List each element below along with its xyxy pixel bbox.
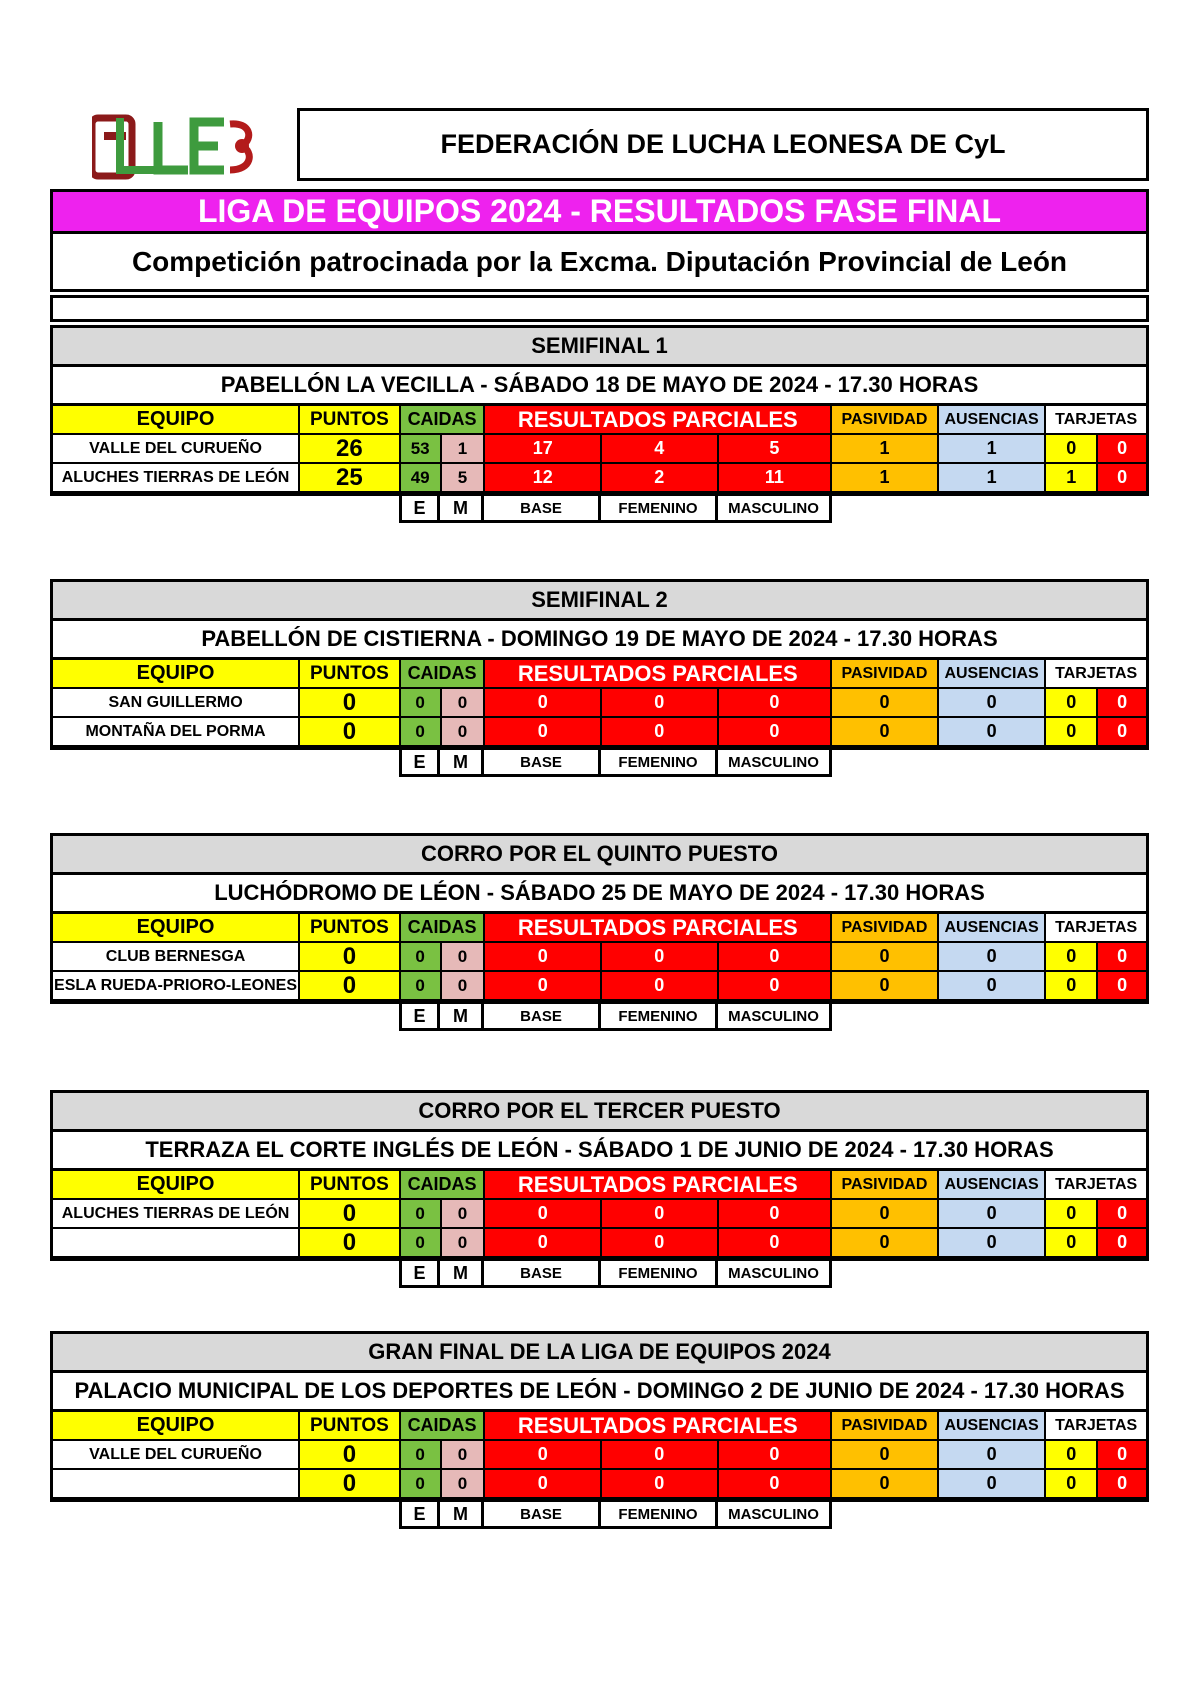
base-result: 17 [485,435,602,464]
caidas-m-value: 5 [442,464,486,493]
base-result: 0 [485,1200,602,1229]
match-section [50,325,1149,523]
section-title: SEMIFINAL 1 [50,325,1149,367]
yellow-card-value: 0 [1046,689,1098,718]
yellow-card-value: 0 [1046,1229,1098,1258]
red-card-value: 0 [1098,943,1148,972]
base-result: 0 [485,689,602,718]
federation-name: FEDERACIÓN DE LUCHA LEONESA DE CyL [297,108,1149,181]
pasividad-value: 0 [832,972,939,1001]
team-name: ALUCHES TIERRAS DE LEÓN [53,464,300,493]
ausencias-value: 1 [939,435,1047,464]
column-footer [399,1502,1149,1529]
caidas-m-value: 0 [442,972,486,1001]
yellow-card-value: 0 [1046,972,1098,1001]
spacer-row [50,295,1149,322]
header-pasividad: PASIVIDAD [832,914,939,943]
league-banner: LIGA DE EQUIPOS 2024 - RESULTADOS FASE FINAL [50,189,1149,234]
team-row [50,972,1149,1001]
team-name: ESLA RUEDA-PRIORO-LEONES [53,972,300,1001]
team-name: VALLE DEL CURUEÑO [53,435,300,464]
header-pasividad: PASIVIDAD [832,660,939,689]
yellow-card-value: 0 [1046,1470,1098,1499]
header-equipo: EQUIPO [53,1171,300,1200]
points-value: 0 [300,1229,401,1258]
footer-e: E [399,750,440,777]
red-card-value: 0 [1098,972,1148,1001]
footer-e: E [399,1004,440,1031]
header-row [50,406,1149,435]
header-tarjetas: TARJETAS [1046,660,1148,689]
header-pasividad: PASIVIDAD [832,1171,939,1200]
footer-base: BASE [484,1261,601,1288]
team-name: MONTAÑA DEL PORMA [53,718,300,747]
column-footer [399,750,1149,777]
footer-m: M [440,496,484,523]
footer-masculino: MASCULINO [718,1261,832,1288]
masculino-result: 0 [719,943,833,972]
column-footer [399,496,1149,523]
header-caidas: CAIDAS [401,914,486,943]
femenino-result: 0 [602,689,719,718]
header-resultados: RESULTADOS PARCIALES [485,1412,832,1441]
footer-m: M [440,750,484,777]
footer-masculino: MASCULINO [718,750,832,777]
footer-femenino: FEMENINO [601,1261,718,1288]
header-caidas: CAIDAS [401,1171,486,1200]
base-result: 0 [485,943,602,972]
match-section [50,1331,1149,1529]
points-value: 0 [300,943,401,972]
footer-e: E [399,1261,440,1288]
column-footer [399,1004,1149,1031]
federation-logo [92,112,262,182]
team-name [53,1229,300,1258]
header-caidas: CAIDAS [401,406,486,435]
red-card-value: 0 [1098,1470,1148,1499]
header-ausencias: AUSENCIAS [939,1412,1047,1441]
yellow-card-value: 0 [1046,943,1098,972]
header-caidas: CAIDAS [401,660,486,689]
header-ausencias: AUSENCIAS [939,660,1047,689]
base-result: 0 [485,1441,602,1470]
header-row [50,1412,1149,1441]
footer-masculino: MASCULINO [718,496,832,523]
footer-femenino: FEMENINO [601,750,718,777]
caidas-m-value: 0 [442,943,486,972]
team-name: CLUB BERNESGA [53,943,300,972]
caidas-e-value: 0 [401,1441,442,1470]
masculino-result: 0 [719,689,833,718]
caidas-e-value: 0 [401,972,442,1001]
ausencias-value: 0 [939,689,1047,718]
red-card-value: 0 [1098,435,1148,464]
header-tarjetas: TARJETAS [1046,1412,1148,1441]
points-value: 26 [300,435,401,464]
yellow-card-value: 0 [1046,718,1098,747]
header-ausencias: AUSENCIAS [939,914,1047,943]
femenino-result: 0 [602,1470,719,1499]
header-resultados: RESULTADOS PARCIALES [485,1171,832,1200]
base-result: 0 [485,1229,602,1258]
pasividad-value: 0 [832,689,939,718]
ausencias-value: 0 [939,972,1047,1001]
team-name: VALLE DEL CURUEÑO [53,1441,300,1470]
yellow-card-value: 0 [1046,1200,1098,1229]
federation-logo-graphic [92,112,262,182]
header-tarjetas: TARJETAS [1046,406,1148,435]
ausencias-value: 0 [939,1470,1047,1499]
header-ausencias: AUSENCIAS [939,406,1047,435]
points-value: 25 [300,464,401,493]
header-pasividad: PASIVIDAD [832,1412,939,1441]
caidas-m-value: 0 [442,718,486,747]
points-value: 0 [300,1441,401,1470]
team-name: SAN GUILLERMO [53,689,300,718]
header-equipo: EQUIPO [53,914,300,943]
section-title: SEMIFINAL 2 [50,579,1149,621]
team-name [53,1470,300,1499]
footer-base: BASE [484,750,601,777]
femenino-result: 0 [602,972,719,1001]
caidas-m-value: 0 [442,1229,486,1258]
section-title: CORRO POR EL QUINTO PUESTO [50,833,1149,875]
match-section [50,1090,1149,1288]
section-title: CORRO POR EL TERCER PUESTO [50,1090,1149,1132]
column-footer [399,1261,1149,1288]
masculino-result: 0 [719,1229,833,1258]
pasividad-value: 1 [832,435,939,464]
pasividad-value: 0 [832,1229,939,1258]
red-card-value: 0 [1098,1441,1148,1470]
section-venue: TERRAZA EL CORTE INGLÉS DE LEÓN - SÁBADO 1 DE JUNIO DE 2024 - 17.30 HORAS [50,1132,1149,1171]
header-row [50,1171,1149,1200]
pasividad-value: 1 [832,464,939,493]
ausencias-value: 0 [939,1229,1047,1258]
header-resultados: RESULTADOS PARCIALES [485,406,832,435]
footer-femenino: FEMENINO [601,1004,718,1031]
base-result: 0 [485,972,602,1001]
points-value: 0 [300,718,401,747]
caidas-m-value: 1 [442,435,486,464]
header-resultados: RESULTADOS PARCIALES [485,660,832,689]
section-venue: PABELLÓN DE CISTIERNA - DOMINGO 19 DE MAYO DE 2024 - 17.30 HORAS [50,621,1149,660]
red-card-value: 0 [1098,718,1148,747]
footer-m: M [440,1261,484,1288]
header-caidas: CAIDAS [401,1412,486,1441]
pasividad-value: 0 [832,1470,939,1499]
footer-femenino: FEMENINO [601,496,718,523]
caidas-e-value: 53 [401,435,442,464]
header-tarjetas: TARJETAS [1046,914,1148,943]
caidas-e-value: 0 [401,1470,442,1499]
header-resultados: RESULTADOS PARCIALES [485,914,832,943]
masculino-result: 0 [719,1441,833,1470]
points-value: 0 [300,1470,401,1499]
footer-m: M [440,1004,484,1031]
team-row [50,464,1149,493]
caidas-e-value: 0 [401,1229,442,1258]
header-row [50,660,1149,689]
team-row [50,943,1149,972]
points-value: 0 [300,1200,401,1229]
team-row [50,1441,1149,1470]
sponsor-text: Competición patrocinada por la Excma. Diputación Provincial de León [50,234,1149,292]
femenino-result: 4 [602,435,719,464]
pasividad-value: 0 [832,1200,939,1229]
match-section [50,833,1149,1031]
footer-base: BASE [484,496,601,523]
footer-m: M [440,1502,484,1529]
header-equipo: EQUIPO [53,660,300,689]
header-row [50,914,1149,943]
footer-base: BASE [484,1502,601,1529]
header-puntos: PUNTOS [300,1171,401,1200]
femenino-result: 0 [602,943,719,972]
team-row [50,435,1149,464]
ausencias-value: 1 [939,464,1047,493]
section-venue: LUCHÓDROMO DE LÉON - SÁBADO 25 DE MAYO DE 2024 - 17.30 HORAS [50,875,1149,914]
team-row [50,689,1149,718]
footer-base: BASE [484,1004,601,1031]
footer-e: E [399,1502,440,1529]
caidas-m-value: 0 [442,1441,486,1470]
yellow-card-value: 0 [1046,1441,1098,1470]
masculino-result: 0 [719,972,833,1001]
pasividad-value: 0 [832,718,939,747]
caidas-e-value: 0 [401,689,442,718]
caidas-e-value: 49 [401,464,442,493]
header-puntos: PUNTOS [300,660,401,689]
caidas-e-value: 0 [401,718,442,747]
team-row [50,1200,1149,1229]
ausencias-value: 0 [939,718,1047,747]
team-name: ALUCHES TIERRAS DE LEÓN [53,1200,300,1229]
header-ausencias: AUSENCIAS [939,1171,1047,1200]
base-result: 12 [485,464,602,493]
femenino-result: 2 [602,464,719,493]
femenino-result: 0 [602,1441,719,1470]
masculino-result: 0 [719,1200,833,1229]
team-row [50,1470,1149,1499]
caidas-m-value: 0 [442,1470,486,1499]
femenino-result: 0 [602,718,719,747]
yellow-card-value: 1 [1046,464,1098,493]
header-tarjetas: TARJETAS [1046,1171,1148,1200]
masculino-result: 0 [719,718,833,747]
caidas-m-value: 0 [442,1200,486,1229]
base-result: 0 [485,718,602,747]
team-row [50,718,1149,747]
masculino-result: 0 [719,1470,833,1499]
points-value: 0 [300,689,401,718]
caidas-e-value: 0 [401,1200,442,1229]
femenino-result: 0 [602,1229,719,1258]
footer-e: E [399,496,440,523]
footer-masculino: MASCULINO [718,1004,832,1031]
base-result: 0 [485,1470,602,1499]
header-pasividad: PASIVIDAD [832,406,939,435]
ausencias-value: 0 [939,943,1047,972]
footer-femenino: FEMENINO [601,1502,718,1529]
header-equipo: EQUIPO [53,406,300,435]
masculino-result: 5 [719,435,833,464]
masculino-result: 11 [719,464,833,493]
header-equipo: EQUIPO [53,1412,300,1441]
red-card-value: 0 [1098,689,1148,718]
pasividad-value: 0 [832,943,939,972]
caidas-e-value: 0 [401,943,442,972]
yellow-card-value: 0 [1046,435,1098,464]
femenino-result: 0 [602,1200,719,1229]
red-card-value: 0 [1098,1200,1148,1229]
pasividad-value: 0 [832,1441,939,1470]
header-puntos: PUNTOS [300,1412,401,1441]
red-card-value: 0 [1098,464,1148,493]
team-row [50,1229,1149,1258]
header-puntos: PUNTOS [300,406,401,435]
header-puntos: PUNTOS [300,914,401,943]
ausencias-value: 0 [939,1200,1047,1229]
section-venue: PALACIO MUNICIPAL DE LOS DEPORTES DE LEÓN - DOMINGO 2 DE JUNIO DE 2024 - 17.30 HORAS [50,1373,1149,1412]
points-value: 0 [300,972,401,1001]
caidas-m-value: 0 [442,689,486,718]
section-venue: PABELLÓN LA VECILLA - SÁBADO 18 DE MAYO DE 2024 - 17.30 HORAS [50,367,1149,406]
ausencias-value: 0 [939,1441,1047,1470]
footer-masculino: MASCULINO [718,1502,832,1529]
match-section [50,579,1149,777]
section-title: GRAN FINAL DE LA LIGA DE EQUIPOS 2024 [50,1331,1149,1373]
red-card-value: 0 [1098,1229,1148,1258]
